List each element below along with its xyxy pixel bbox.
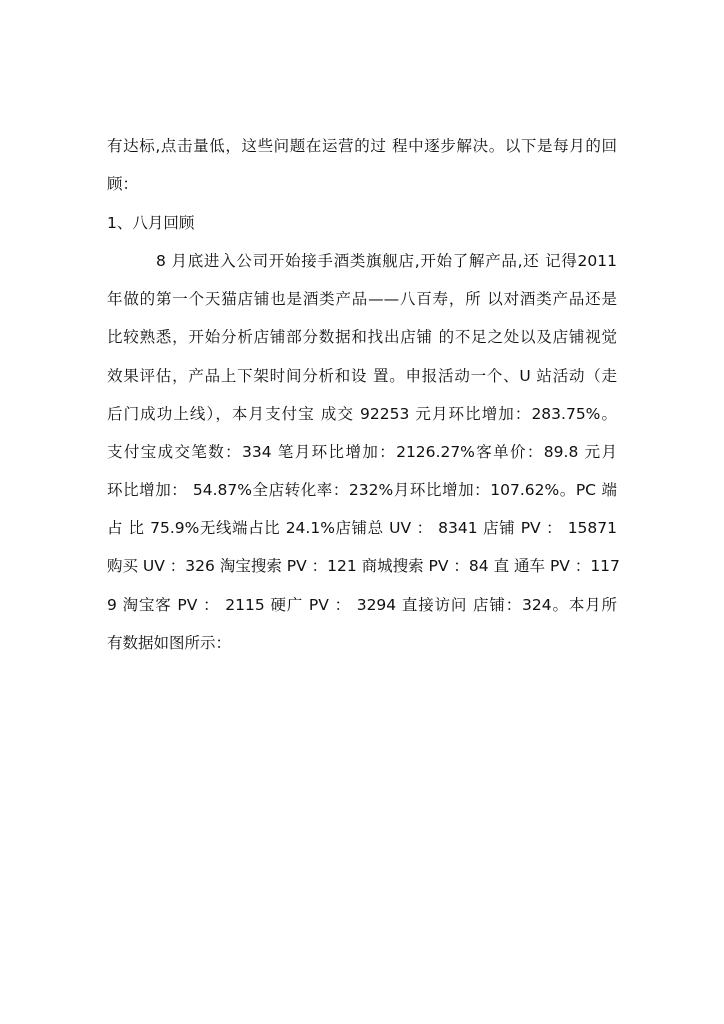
paragraph-2-line-6: 支付宝成交笔数：334 笔月环比增加：2126.27%客单价：89.8 元月	[107, 443, 617, 461]
paragraph-2-line-4: 效果评估，产品上下架时间分析和设 置。申报活动一个、U 站活动（走	[107, 367, 617, 385]
paragraph-2-line-2: 年做的第一个天猫店铺也是酒类产品——八百寿，所 以对酒类产品还是	[107, 290, 617, 308]
paragraph-1-line-1: 有达标,点击量低，这些问题在运营的过 程中逐步解决。以下是每月的回	[107, 137, 617, 155]
paragraph-2-line-5: 后门成功上线），本月支付宝 成交 92253 元月环比增加：283.75%。	[107, 405, 617, 423]
section-heading: 1、八月回顾	[107, 214, 195, 232]
paragraph-2-line-7: 环比增加： 54.87%全店转化率：232%月环比增加：107.62%。PC 端	[107, 481, 617, 499]
paragraph-2-line-9: 购买 UV ：326 淘宝搜索 PV ：121 商城搜索 PV ：84 直 通车 PV ：117	[107, 557, 620, 575]
paragraph-1-line-2: 顾：	[107, 175, 139, 193]
paragraph-2-line-3: 比较熟悉，开始分析店铺部分数据和找出店铺 的不足之处以及店铺视觉	[107, 328, 617, 346]
paragraph-2-line-8: 占 比 75.9%无线端占比 24.1%店铺总 UV ： 8341 店铺 PV ： 15871	[107, 519, 617, 537]
paragraph-2-line-10: 9 淘宝客 PV ： 2115 硬广 PV ： 3294 直接访问 店铺：324。本月所	[107, 596, 617, 614]
paragraph-2-line-11: 有数据如图所示：	[107, 634, 232, 652]
paragraph-2-line-1: 8 月底进入公司开始接手酒类旗舰店,开始了解产品,还 记得2011	[156, 252, 617, 270]
